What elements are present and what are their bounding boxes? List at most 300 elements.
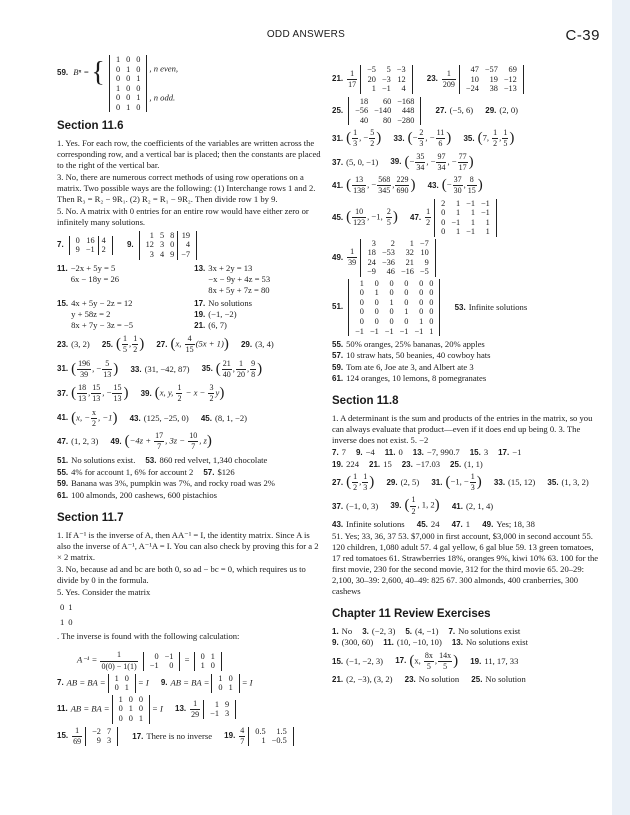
matrix-entry: 0 <box>419 288 424 298</box>
answer-item: 41. (x, − $\frac{x}{2}$ , −1) <box>57 407 118 428</box>
matrix-entry: 0 <box>359 288 364 298</box>
matrix-entry: −0.5 <box>271 736 287 746</box>
answer-item <box>383 637 442 648</box>
answer-number: 25. <box>450 459 462 469</box>
answer-row <box>332 279 604 336</box>
answer-row <box>332 199 604 237</box>
matrix-entry: −12 <box>503 74 517 84</box>
matrix-entry: 0 <box>138 694 144 704</box>
answer-item <box>332 447 346 458</box>
answer-item: 23. $\frac{1}{209}$ 47 −57 69 10 19 −12 −24 38 −13 <box>427 65 526 94</box>
answer-item <box>450 459 483 470</box>
matrix-entry: 0 <box>429 297 434 307</box>
answer-item: 37. ( $\frac{18}{13}$ , $\frac{15}{13}$ , − $\frac{15}{13}$ ) <box>57 383 129 404</box>
answer-paragraph: 5. Yes. Consider the matrix <box>57 586 151 597</box>
answer-item: 7. 0 16 4 9 −1 2 <box>57 236 115 255</box>
matrix-entry: 0 <box>115 64 121 74</box>
answer-item: 19. $\frac{4}{7}$ 0.5 1.5 1 −0.5 <box>224 726 296 747</box>
answer-number: 7. <box>448 626 456 636</box>
matrix-entry: 0 <box>114 683 119 693</box>
answer-row <box>332 458 604 470</box>
answer-item: 39. (x, y, $\frac{1}{2}$ − x − $\frac{3}{2}$ y) <box>140 383 225 404</box>
matrix-entry: 0 <box>228 673 233 683</box>
answer-row: 61. 100 almonds, 200 cashews, 600 pistachios <box>57 489 217 500</box>
answer-row <box>57 263 325 296</box>
answer-number: 9. <box>355 448 363 458</box>
answer-item: 27. ( $\frac{1}{2}$ , $\frac{1}{3}$ ) <box>332 471 375 493</box>
answer-value: 15 <box>383 458 392 469</box>
answer-item: 51. 1 0 0 0 0 0 0 1 0 0 0 0 0 0 1 0 0 0 0 0 0 1 0 0 0 0 0 0 1 0 −1 −1 −1 −1 −1 1 <box>332 279 442 336</box>
matrix-entry: 40 <box>359 115 369 125</box>
augmented-matrix <box>69 236 113 255</box>
matrix-entry: 1 <box>128 704 133 714</box>
answer-value: (300, 60) <box>341 637 374 648</box>
left-brace: { <box>91 57 105 88</box>
matrix-entry: 3 <box>224 709 230 719</box>
matrix-entry: 0 <box>115 93 121 103</box>
answer-item <box>332 637 373 648</box>
matrix-entry: 0 <box>218 683 223 693</box>
answer-item: 17. (x, $\frac{8x}{5}$ , $\frac{14x}{5}$ ) <box>395 650 459 671</box>
matrix-entry: −1 <box>210 709 219 719</box>
answer-row <box>57 359 325 380</box>
answer-item: 23. (3, 2) <box>57 339 90 350</box>
answer-row <box>332 637 604 649</box>
matrix-entry: 1 <box>136 93 141 103</box>
answer-item <box>385 447 403 458</box>
matrix-entry: 1 <box>136 74 141 84</box>
matrix-entry: −1 <box>384 326 394 336</box>
answer-item: 31. (−1, − $\frac{1}{3}$ ) <box>431 471 482 493</box>
answer-item: 29. (2, 5) <box>386 477 420 488</box>
answer-value: 0 <box>398 447 403 458</box>
answer-item: 21. $\frac{1}{17}$ −5 5 −3 20 −3 12 1 −1 4 <box>332 65 415 94</box>
answer-item <box>362 626 395 637</box>
matrix-entry: 69 <box>508 65 517 74</box>
matrix-entry: 1 <box>470 217 475 227</box>
answer-row <box>332 152 604 173</box>
matrix-entry: 1 <box>68 601 73 612</box>
answer-row: 21. (2, −3), (3, 2) 23. No solution 25. No solution <box>332 674 526 685</box>
answer-value: −17.03 <box>415 458 441 469</box>
answer-item: 41. (2, 1, 4) <box>451 500 494 511</box>
answer-number: 7. <box>332 448 339 458</box>
matrix-entry: 1 <box>210 651 215 661</box>
answer-item <box>470 447 488 458</box>
page-header-title: ODD ANSWERS <box>266 29 346 40</box>
matrix-entry: 0 <box>429 288 434 298</box>
answer-paragraph: 1. A determinant is the sum and products of the entries in the matrix, so you can always evaluate that product—even if it does end up being 0. 3. The inverse does not exist. 5. −2 <box>332 412 593 445</box>
answer-value: 224 <box>346 458 360 469</box>
matrix-entry: −1 <box>451 217 461 227</box>
matrix-entry: −1 <box>85 245 95 255</box>
matrix-entry: 0 <box>441 227 446 237</box>
matrix-entry: 7 <box>106 726 112 736</box>
matrix-entry: 46 <box>386 267 395 277</box>
answer-value: 3 <box>483 447 489 458</box>
answer-paragraph: 5. No. A matrix with 0 entries for an entire row would have either zero or infinitely many solutions. <box>57 205 309 227</box>
answer-value: −1 <box>512 447 522 458</box>
matrix-entry: 0 <box>60 601 65 612</box>
matrix-entry: 1 <box>374 288 379 298</box>
matrix-entry: 0 <box>128 714 133 724</box>
matrix-entry: 1 <box>455 198 461 208</box>
matrix-entry: −53 <box>381 248 395 258</box>
answer-row <box>332 472 604 493</box>
matrix-entry: 1 <box>115 55 121 64</box>
answer-item: 47. (1, 2, 3) <box>57 436 99 447</box>
answer-row <box>332 65 604 94</box>
answer-item: 13. 3x + 2y = 13 −x − 9y + 4z = 53 8x + 5y + 7z = 80 <box>194 262 271 295</box>
matrix-entry: 3 <box>371 238 376 248</box>
matrix-entry: 0 <box>138 704 144 714</box>
answer-item: 33. (− $\frac{2}{3}$ , − $\frac{11}{6}$ ) <box>393 128 452 149</box>
answer-item: 35. ( $\frac{21}{40}$ , $\frac{1}{20}$ , $\frac{9}{8}$ ) <box>201 358 263 379</box>
matrix-entry: 0 <box>404 288 409 298</box>
matrix-entry: −1 <box>399 326 409 336</box>
matrix-entry: 5 <box>159 230 165 240</box>
answer-item: 11. −2x + 5y = 5 6x − 18y = 26 <box>57 262 120 284</box>
answer-number: 11. <box>384 448 396 458</box>
answer-row <box>57 695 325 724</box>
matrix-entry: −24 <box>465 84 479 94</box>
answer-item <box>402 459 440 470</box>
answer-item: 17. There is no inverse <box>132 730 213 741</box>
matrix-entry: −7 <box>178 250 193 260</box>
answer-59-matrix-power: 59. Bⁿ = { 1 0 0 0 1 0 0 0 1 , n even, 1 0 0 0 0 1 0 1 0 , n odd. <box>57 55 179 112</box>
answer-item: 53. Infinite solutions <box>454 301 528 312</box>
matrix-entry: −16 <box>400 267 414 277</box>
answer-item <box>369 459 392 470</box>
matrix <box>109 84 147 113</box>
answer-row: 55. 50% oranges, 25% bananas, 20% apples <box>332 339 485 350</box>
answer-row <box>332 97 604 126</box>
answer-row <box>332 651 604 672</box>
matrix-entry: 0 <box>441 208 446 218</box>
matrix-entry: 1 <box>118 694 123 704</box>
answer-row: 61. 124 oranges, 10 lemons, 8 pomegranates <box>332 372 487 383</box>
matrix-entry: 1 <box>455 208 461 218</box>
matrix-entry: 19 <box>178 231 193 241</box>
equation-system: 3x + 2y = 13 −x − 9y + 4z = 53 8x + 5y + 7z = 80 <box>208 262 271 295</box>
matrix-entry: 16 <box>86 235 95 245</box>
matrix-entry: −1 <box>480 198 490 208</box>
answer-row <box>332 625 604 637</box>
answer-row <box>332 175 604 196</box>
matrix-entry: 0 <box>419 297 424 307</box>
matrix-entry: 2 <box>441 198 446 208</box>
matrix-entry: 0 <box>118 714 123 724</box>
answer-number: 17. <box>498 448 510 458</box>
answer-item: 29. (2, 0) <box>485 105 519 116</box>
matrix-entry: 0 <box>374 278 379 288</box>
answer-item: 25. ( $\frac{1}{5}$ , $\frac{1}{2}$ ) <box>101 334 145 355</box>
matrix-entry: −1 <box>164 651 174 661</box>
matrix-entry: 0 <box>404 316 409 326</box>
answer-item: 29. (3, 4) <box>240 339 274 350</box>
page-number: C-39 <box>565 27 600 44</box>
matrix-entry: −5 <box>419 267 429 277</box>
answer-item <box>332 626 352 637</box>
answer-item: 9. AB = BA = 1 0 0 1 = I <box>160 673 253 693</box>
answer-value: (10, −10, 10) <box>396 637 442 648</box>
answer-item: 33. (31, −42, 87) <box>130 363 190 374</box>
matrix-entry: 0 <box>118 704 123 714</box>
matrix-entry: 80 <box>382 115 392 125</box>
answer-row <box>57 726 325 747</box>
matrix-entry: −168 <box>397 96 415 106</box>
matrix-entry: 0 <box>389 288 394 298</box>
matrix-entry: −5 <box>367 65 376 74</box>
matrix-entry: −140 <box>374 106 392 116</box>
matrix-entry: 18 <box>367 248 376 258</box>
answer-value: (1, 1) <box>464 458 483 469</box>
matrix-entry: −2 <box>92 726 101 736</box>
answer-item: 49. $\frac{1}{39}$ 3 2 1 −7 18 −53 32 10 24 −36 21 9 −9 46 −16 −5 <box>332 239 438 277</box>
inverse-calculation: A⁻¹ = $\frac{1}{0(0) - 1(1)}$ 0 −1 −1 0 = 0 1 1 0 <box>77 650 325 671</box>
matrix-entry: −3 <box>396 65 406 74</box>
matrix-entry: 0 <box>389 278 394 288</box>
matrix-entry: 9 <box>424 257 429 267</box>
matrix-entry: 1 <box>218 673 223 683</box>
answer-item: 13. $\frac{1}{29}$ 1 9 −1 3 <box>175 699 238 720</box>
answer-item: 15. $\frac{1}{69}$ −2 7 9 3 <box>57 726 120 747</box>
matrix-entry: 1 <box>409 238 414 248</box>
matrix-entry: 32 <box>405 248 414 258</box>
answer-paragraph: 1. Yes. For each row, the coefficients of the variables are written across the corresponding row, and a vertical bar is placed; then the constants are placed to the right of the vertical bar. <box>57 137 321 170</box>
matrix-entry: 10 <box>420 248 429 258</box>
left-column: 59. Bⁿ = { 1 0 0 0 1 0 0 0 1 , n even, 1 0 0 0 0 1 0 1 0 , n odd. Section 11.6 1. Yes. For each row, the coefficients of the variables are written across the corresponding row, and a vertical bar is placed; then the constants are placed to the right of the vertical bar. 3. No, there are numerous correct methods of using row operations on a matrix. Two possible ways are the following: (1) Interchange rows 1 and 2. Then R₃ = R₂ − 9R₁. (2) R₂ = R₁ − 9R₂. Then divide row 1 by 9. 5. No. A matrix with 0 entries for an entire row would have either zero or infinitely many solutions. 7. 0 16 4 9 −1 2 9. 1 5 8 19 12 3 0 4 3 4 9 −7 11. −2x + 5y = 5 6x − 18y = 26 13. 3x + 2y = 13 −x − 9y + 4z = 53 8x + 5y + 7z = 80 15. 4x + 5y − 2z = 12 y + 58z = 2 8x + 7y − 3z = −5 17. No solutions 19. (−1, −2) 21. (6, 7) 23. (3, 2) 25. ( $\frac{1}{5}$ , $\frac{1}{2}$ ) 27. (x, $\frac{4}{15}$ (5x + 1)) 29. (3, 4) 31. ( $\frac{196}{39}$ , − $\frac{5}{13}$ ) 33. (31, −42, 87) 35. ( $\frac{21}{40}$ , $\frac{1}{20}$ , $\frac{9}{8}$ ) 37. ( $\frac{18}{13}$ , $\frac{15}{13}$ , − $\frac{15}{13}$ ) 39. (x, y, $\frac{1}{2}$ − x − $\frac{3}{2}$ y) 41. (x, − $\frac{x}{2}$ , −1) 43. (125, −25, 0) 45. (8, 1, −2) 47. (1, 2, 3) 49. (−4z + $\frac{17}{7}$ , 3z − $\frac{10}{7}$ , z) 51. No solutions exist. 53. 860 red velvet, 1,340 chocolate 55. 4% for account 1, 6% for account 2 57. $126 59. Banana was 3%, pumpkin was 7%, and rocky road was 2% 61. 100 almonds, 200 cashews, 600 pistachios Section 11.7 1. If A⁻¹ is the inverse of A, then AA⁻¹ = I, the identity matrix. Since A is also the inverse of A⁻¹, A⁻¹A = I. You can also check by proving this for a 2 × 2 matrix. 3. No, because ad and bc are both 0, so ad − bc = 0, which requires us to divide by 0 in the formula. 5. Yes. Consider the matrix 0 1 1 0 . The inverse is found with the following calculation: A⁻¹ = $\frac{1}{0(0) - 1(1)}$ 0 −1 −1 0 = 0 1 1 0 7. AB = BA = 1 0 0 1 = I 9. AB = BA = 1 0 0 1 = I 11. AB = BA = 1 0 0 0 1 0 0 0 1 = I 13. $\frac{1}{29}$ 1 9 −1 3 15. $\frac{1}{69}$ −2 7 9 3 17. There is no inverse 19. $\frac{4}{7}$ 0.5 1.5 1 −0.5 <box>57 55 325 749</box>
matrix-entry: 0 <box>170 240 175 250</box>
matrix-entry: 1.5 <box>276 726 287 736</box>
answer-number: 13. <box>412 448 424 458</box>
answer-value: −7, 990.7 <box>426 447 460 458</box>
matrix-entry: 1 <box>138 714 144 724</box>
matrix-entry: 3 <box>106 736 112 746</box>
answer-item <box>405 626 438 637</box>
matrix-entry: 1 <box>114 673 119 683</box>
answer-row <box>332 447 604 459</box>
answer-number: 15. <box>469 448 481 458</box>
matrix-entry: −7 <box>419 238 429 248</box>
section-heading: Section 11.6 <box>57 120 124 133</box>
augmented-matrix <box>139 231 197 260</box>
matrix-entry: 18 <box>359 96 369 106</box>
answer-row <box>57 431 325 452</box>
answer-number: 21. <box>369 459 381 469</box>
answer-number: 9. <box>332 638 339 648</box>
answer-row: 59. Tom ate 6, Joe ate 3, and Albert ate 3 <box>332 361 474 372</box>
section-heading: Section 11.7 <box>57 512 124 525</box>
answer-number: 23. <box>401 459 413 469</box>
answer-row <box>57 231 325 260</box>
answer-item: 33. (15, 12) <box>493 477 536 488</box>
answer-row <box>57 298 325 332</box>
matrix-entry: −280 <box>397 115 415 125</box>
matrix-entry: 1 <box>126 102 131 112</box>
answer-number: 1. <box>332 626 339 636</box>
answer-item: 43. (− $\frac{37}{30}$ , $\frac{8}{15}$ ) <box>427 175 483 196</box>
matrix-entry: 0 <box>374 307 379 317</box>
answer-row <box>332 128 604 149</box>
answer-item: 49. (−4z + $\frac{17}{7}$ , 3z − $\frac{10}{7}$ , z) <box>110 431 212 452</box>
matrix-entry: 5 <box>386 65 391 74</box>
answer-item <box>332 459 359 470</box>
matrix-entry: 0 <box>359 316 364 326</box>
equation-system: −2x + 5y = 5 6x − 18y = 26 <box>70 262 120 284</box>
answer-value: No solutions exist <box>458 625 521 636</box>
matrix-entry: 0 <box>136 55 141 64</box>
matrix-entry: 0 <box>136 64 141 74</box>
matrix-entry: 0 <box>389 307 394 317</box>
matrix-entry: 9 <box>224 699 230 709</box>
matrix-entry: 4 <box>159 249 165 259</box>
matrix-entry: −3 <box>381 74 391 84</box>
matrix-entry: 0 <box>136 102 141 112</box>
matrix-entry: −57 <box>484 65 498 74</box>
matrix-entry: 21 <box>405 257 414 267</box>
matrix-entry: 9 <box>170 249 175 259</box>
equation-system: 4x + 5y − 2z = 12 y + 58z = 2 8x + 7y − 3z = −5 <box>71 297 133 330</box>
matrix-entry: 0 <box>68 616 73 627</box>
answer-item: 35. (1, 3, 2) <box>547 477 589 488</box>
answer-value: (−2, 3) <box>371 625 396 636</box>
answer-row: 51. No solutions exist. 53. 860 red velvet, 1,340 chocolate <box>57 454 268 465</box>
answer-row <box>57 334 325 355</box>
answer-item: 39. (− $\frac{35}{34}$ , − $\frac{97}{34}$ , − $\frac{77}{17}$ ) <box>390 151 474 172</box>
answer-row <box>57 674 325 693</box>
matrix-entry: −36 <box>381 257 395 267</box>
answer-row <box>332 495 604 516</box>
matrix-entry: 0.5 <box>255 726 266 736</box>
matrix-entry: 12 <box>145 240 154 250</box>
answer-number: 5. <box>405 626 412 636</box>
page-edge-strip <box>612 0 630 815</box>
matrix-entry: 0 <box>419 278 424 288</box>
matrix-entry: 0 <box>200 651 205 661</box>
matrix-entry: 1 <box>126 64 131 74</box>
answer-item: 19. 11, 17, 33 <box>470 655 519 666</box>
answer-item <box>452 637 528 648</box>
matrix-entry: 9 <box>96 736 101 746</box>
matrix-entry: 1 <box>470 208 475 218</box>
matrix-entry: 19 <box>489 74 498 84</box>
matrix-entry: 0 <box>359 307 364 317</box>
matrix-entry: 0 <box>154 651 159 661</box>
answer-number: 19. <box>332 459 344 469</box>
matrix-entry: 0 <box>115 102 121 112</box>
matrix-entry: 8 <box>170 230 175 240</box>
matrix-entry: 1 <box>455 227 461 237</box>
matrix-entry: 9 <box>75 245 80 255</box>
answer-row <box>332 239 604 277</box>
answer-item: 31. ( $\frac{1}{3}$ , − $\frac{5}{2}$ ) <box>332 128 382 149</box>
answer-item <box>413 447 460 458</box>
answer-value: No <box>341 625 353 636</box>
answer-item: 11. AB = BA = 1 0 0 0 1 0 0 0 1 = I <box>57 694 163 724</box>
matrix-entry: −1 <box>149 661 159 671</box>
matrix-entry: 0 <box>136 83 141 93</box>
answer-item <box>498 447 521 458</box>
matrix-entry: 12 <box>397 74 406 84</box>
answer-paragraph: 3. No, there are numerous correct methods of using row operations on a matrix. Two possible ways are the following: (1) Interchange rows 1 and 2. Then R₃ = R₂ − 9R₁. (2) R₂ = R₁ − 9R₂. Then divide row 1 by 9. <box>57 171 316 204</box>
matrix-entry: 0 <box>359 297 364 307</box>
answer-item: 45. (8, 1, −2) <box>200 412 248 423</box>
section-heading: Section 11.8 <box>332 394 399 407</box>
matrix-entry: −56 <box>355 106 369 116</box>
matrix-entry: −1 <box>369 326 379 336</box>
matrix-entry: 1 <box>359 278 364 288</box>
matrix-entry: 448 <box>401 106 415 116</box>
answer-item <box>448 626 520 637</box>
matrix-entry: −13 <box>503 84 517 94</box>
matrix-entry: −9 <box>367 267 376 277</box>
piecewise-cases: 1 0 0 0 1 0 0 0 1 , n even, 1 0 0 0 0 1 0 1 0 , n odd. <box>107 55 178 112</box>
answer-number: 11. <box>383 638 394 648</box>
answer-item: 17. No solutions 19. (−1, −2) 21. (6, 7) <box>194 297 252 330</box>
matrix-entry: 0 <box>429 316 434 326</box>
answer-row <box>57 383 325 404</box>
matrix-entry: 0 <box>75 235 80 245</box>
matrix-entry: 4 <box>401 84 406 94</box>
matrix-entry: 0 <box>419 307 424 317</box>
matrix-entry: 1 <box>389 297 394 307</box>
answer-item: 35. (7, $\frac{1}{2}$ , $\frac{1}{5}$ ) <box>463 128 515 149</box>
matrix-entry: 1 <box>371 84 376 94</box>
answer-row: 59. Banana was 3%, pumpkin was 7%, and rocky road was 2% <box>57 478 275 489</box>
answer-number: 3. <box>362 626 369 636</box>
answer-paragraph: 1. If A⁻¹ is the inverse of A, then AA⁻¹ = I, the identity matrix. Since A is also the inverse of A⁻¹, A⁻¹A = I. You can also check by proving this for a 2 × 2 matrix. <box>57 529 319 562</box>
matrix-entry: 0 <box>128 694 133 704</box>
matrix-entry: −1 <box>466 227 475 237</box>
matrix-entry: 0 <box>404 278 409 288</box>
matrix-entry: 4 <box>98 236 109 246</box>
answer-item: 37. (−1, 0, 3) <box>332 500 379 511</box>
answer-row: 57. 10 straw hats, 50 beanies, 40 cowboy hats <box>332 350 491 361</box>
matrix-entry: 1 <box>115 83 121 93</box>
matrix-entry: 10 <box>470 74 479 84</box>
matrix-entry: 0 <box>115 74 121 84</box>
matrix-entry: 0 <box>126 55 131 64</box>
matrix-entry: 24 <box>367 257 376 267</box>
answer-row: 55. 4% for account 1, 6% for account 2 57. $126 <box>57 466 235 477</box>
answer-item: 41. ( $\frac{13}{138}$ , − $\frac{568}{345}$ , $\frac{229}{690}$ ) <box>332 175 416 196</box>
answer-item: 47. $\frac{1}{2}$ 2 1 −1 −1 0 1 1 −1 0 −1 1 1 0 1 −1 1 <box>410 199 499 237</box>
answer-item: 37. (5, 0, −1) <box>332 156 379 167</box>
matrix-entry: 2 <box>390 238 395 248</box>
answer-item <box>356 447 375 458</box>
matrix-entry: 0 <box>126 93 131 103</box>
matrix-entry: 0 <box>429 278 434 288</box>
matrix-entry: 0 <box>126 74 131 84</box>
answer-row: 43. Infinite solutions 45. 24 47. 1 49. Yes; 18, 38 <box>332 519 535 530</box>
matrix-entry: 1 <box>261 736 266 746</box>
matrix-entry: 1 <box>149 230 154 240</box>
answer-item: 9. 1 5 8 19 12 3 0 4 3 4 9 −7 <box>127 231 199 260</box>
matrix-entry: 1 <box>485 217 490 227</box>
matrix-entry: −1 <box>480 208 490 218</box>
matrix-entry: 38 <box>489 84 498 94</box>
answer-value: −4 <box>365 447 375 458</box>
answer-number: 13. <box>451 638 463 648</box>
answer-item: 7. AB = BA = 1 0 0 1 = I <box>57 673 149 693</box>
answer-paragraph: 3. No, because ad and bc are both 0, so ad − bc = 0, which requires us to divide by 0 in the formula. <box>57 563 306 585</box>
matrix-entry: −1 <box>466 198 475 208</box>
matrix-entry: 3 <box>149 249 154 259</box>
matrix-entry: 0 <box>404 297 409 307</box>
answer-item: 45. ( $\frac{10}{123}$ , −1, $\frac{2}{5}$ ) <box>332 206 398 228</box>
matrix-entry: 4 <box>178 240 193 250</box>
